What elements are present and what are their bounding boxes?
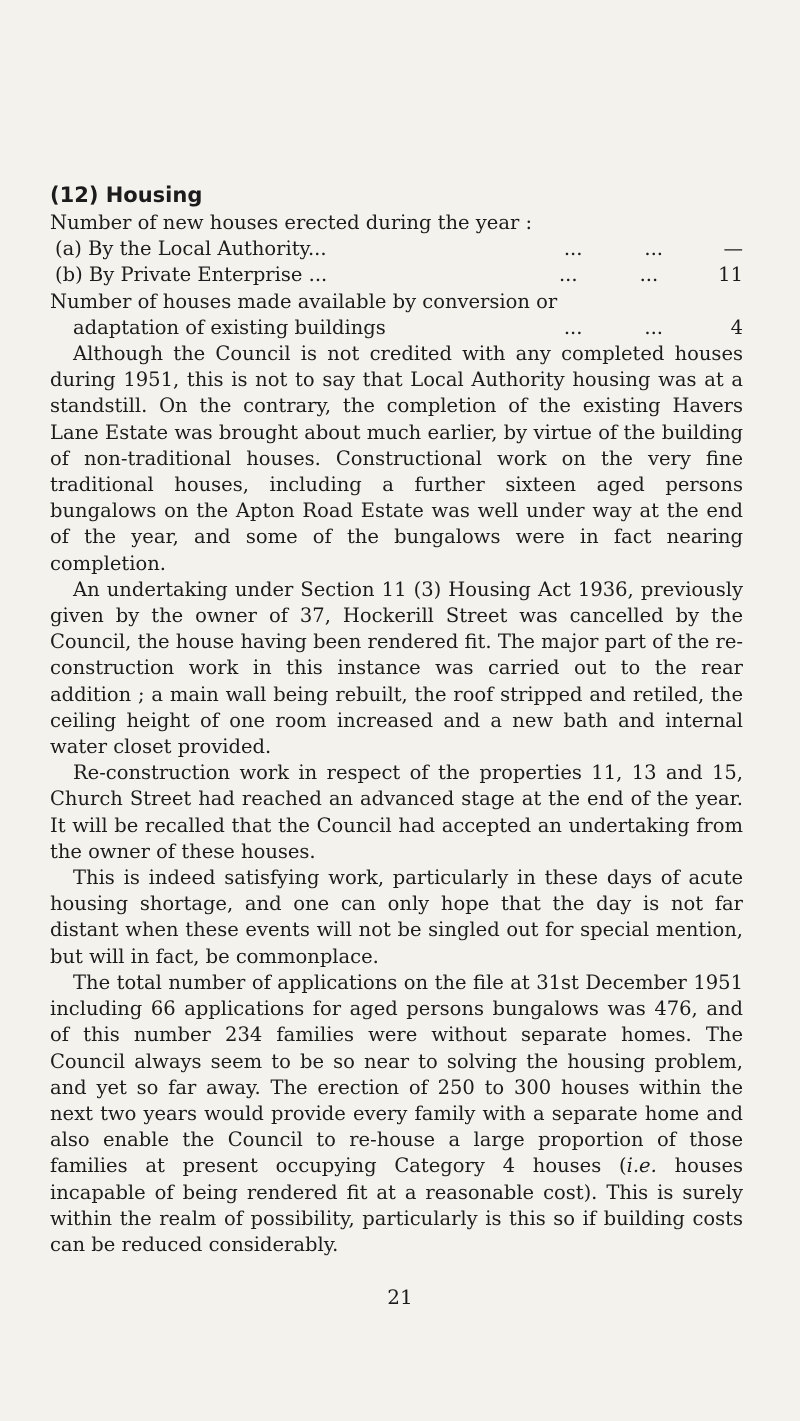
paragraph-standstill: Although the Council is not credited with any completed houses during 1951, this is not to say that Local Authority housing was at a standstill. On the contrary, the completion of the existing Havers Lane Estate was brought about much earlier, by virtue of the building of non-traditional houses. Constructional work on the very fine traditional houses, including a further sixteen aged persons bungalows on the Apton Road Estate was well under way at the end of the year, and some of the bungalows were in fact nearing completion. — [50, 342, 743, 575]
intro-line: Number of new houses erected during the year : — [50, 211, 533, 234]
item-label: (a) By the Local Authority... — [55, 237, 327, 261]
section-heading: (12) Housing — [50, 183, 203, 207]
paragraph-hockerill-street: An undertaking under Section 11 (3) Housing Act 1936, previously given by the owner of 37, Hockerill Street was cancelled by the Council, the house having been rendered fit. The major part of the re-construction work in this instance was carried out to the rear addition ; a main wall being rebuilt, the roof stripped and retiled, the ceiling height of one room increased and a new bath and internal water closet provided. — [50, 577, 743, 759]
item-value: 11 — [718, 263, 743, 287]
conversion-line: Number of houses made available by conversion or — [50, 289, 558, 313]
leader-dots: ... ... — [563, 315, 663, 339]
leader-dots: ... ... — [558, 263, 659, 287]
paragraph-text: The total number of applications on the file at 31st December 1951 including 66 applications for aged persons bungalows was 476, and of this number 234 families were without separate homes. The Council always seem to be so near to solving the housing problem, and yet so far away. The erection of 250 to 300 houses within the next two years would provide every family with a separate home and also enable the Council to re-house a large proportion of those families at present occupying Category 4 houses ( — [50, 970, 743, 1178]
leader-dots: ... ... — [563, 237, 663, 261]
italic-abbreviation: i.e. — [626, 1154, 657, 1178]
page-number: 21 — [387, 1285, 413, 1309]
item-value: — — [723, 237, 743, 261]
conversion-value: 4 — [730, 315, 743, 339]
conversion-label: adaptation of existing buildings — [73, 315, 386, 339]
paragraph-applications — [50, 970, 743, 1258]
list-item-local-authority — [50, 236, 743, 262]
list-item-private-enterprise — [50, 262, 743, 288]
document-page — [50, 180, 743, 1258]
paragraph-text: houses incapable of being rendered fit at a reasonable cost). This is surely within the realm of possibility, particularly is this so if building costs can be reduced considerably. — [50, 1154, 743, 1256]
paragraph-church-street: Re-construction work in respect of the properties 11, 13 and 15, Church Street had reached an advanced stage at the end of the year. It will be recalled that the Council had accepted an undertaking from the owner of these houses. — [50, 761, 743, 863]
item-label: (b) By Private Enterprise ... — [55, 263, 328, 287]
paragraph-satisfying-work: This is indeed satisfying work, particularly in these days of acute housing shortage, and one can only hope that the day is not far distant when these events will not be singled out for special mention, but will in fact, be commonplace. — [50, 866, 743, 968]
conversion-line-continued — [50, 315, 743, 341]
